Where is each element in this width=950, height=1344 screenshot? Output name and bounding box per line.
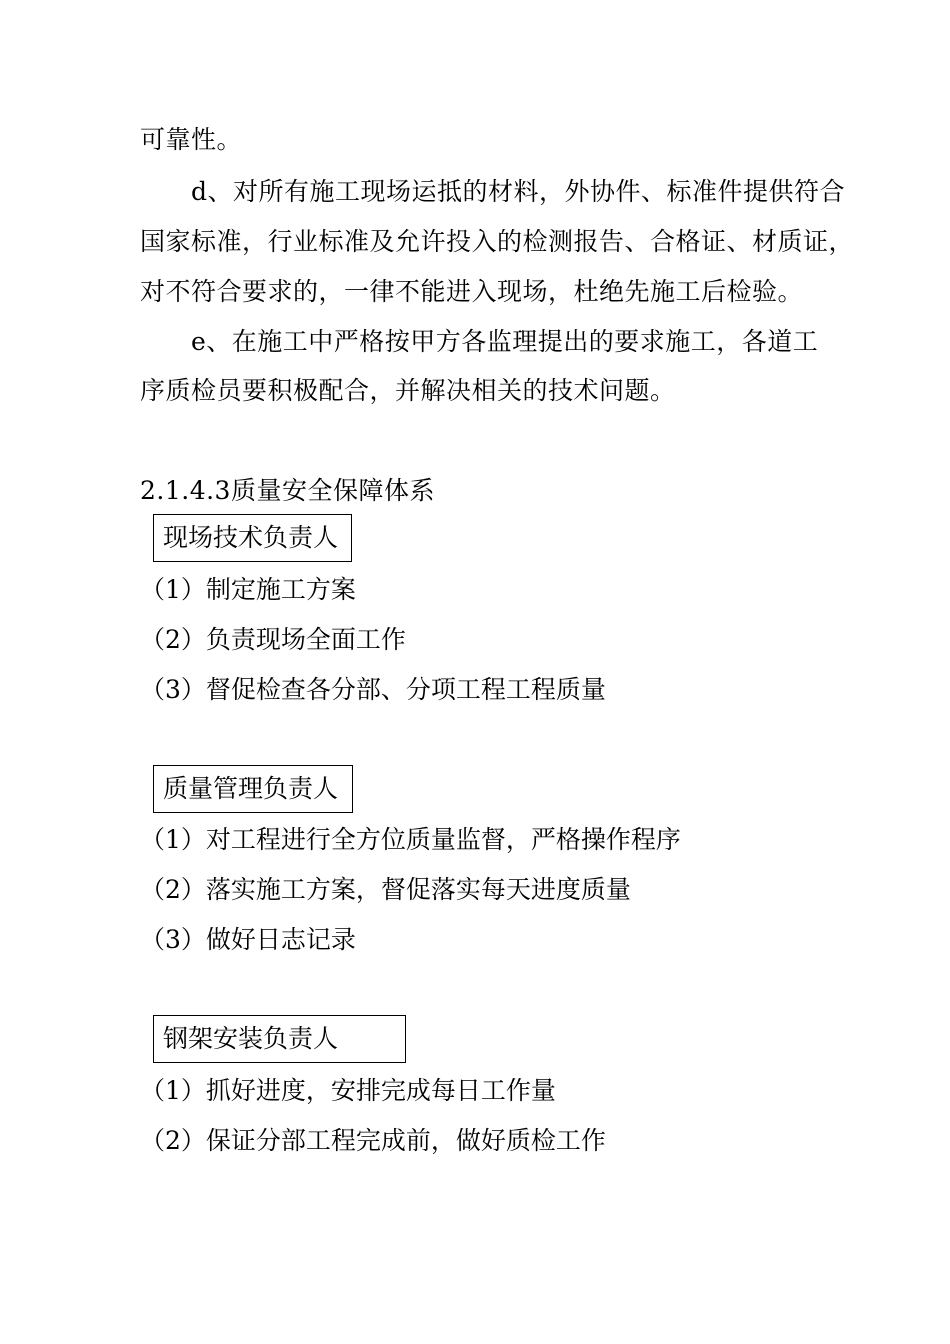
paragraph-line: d、对所有施工现场运抵的材料，外协件、标准件提供符合 <box>191 177 846 206</box>
paragraph-line: e、在施工中严格按甲方各监理提出的要求施工，各道工 <box>191 327 819 356</box>
role-title-box: 现场技术负责人 <box>153 514 352 562</box>
duty-item: （1）抓好进度，安排完成每日工作量 <box>140 1076 556 1105</box>
duty-item: （1）制定施工方案 <box>140 575 356 604</box>
role-title-box: 质量管理负责人 <box>153 765 353 813</box>
paragraph-line: 国家标准，行业标准及允许投入的检测报告、合格证、材质证， <box>140 227 855 256</box>
paragraph-line: 对不符合要求的，一律不能进入现场，杜绝先施工后检验。 <box>140 277 804 306</box>
paragraph-line: 可靠性。 <box>140 125 243 154</box>
paragraph-line: 序质检员要积极配合，并解决相关的技术问题。 <box>140 376 676 405</box>
section-heading: 2.1.4.3质量安全保障体系 <box>140 476 435 505</box>
duty-item: （3）督促检查各分部、分项工程工程质量 <box>140 675 606 704</box>
role-title-box: 钢架安装负责人 <box>153 1015 406 1063</box>
duty-item: （2）落实施工方案，督促落实每天进度质量 <box>140 875 631 904</box>
duty-item: （2）负责现场全面工作 <box>140 625 406 654</box>
duty-item: （1）对工程进行全方位质量监督，严格操作程序 <box>140 825 681 854</box>
duty-item: （2）保证分部工程完成前，做好质检工作 <box>140 1126 606 1155</box>
duty-item: （3）做好日志记录 <box>140 925 356 954</box>
